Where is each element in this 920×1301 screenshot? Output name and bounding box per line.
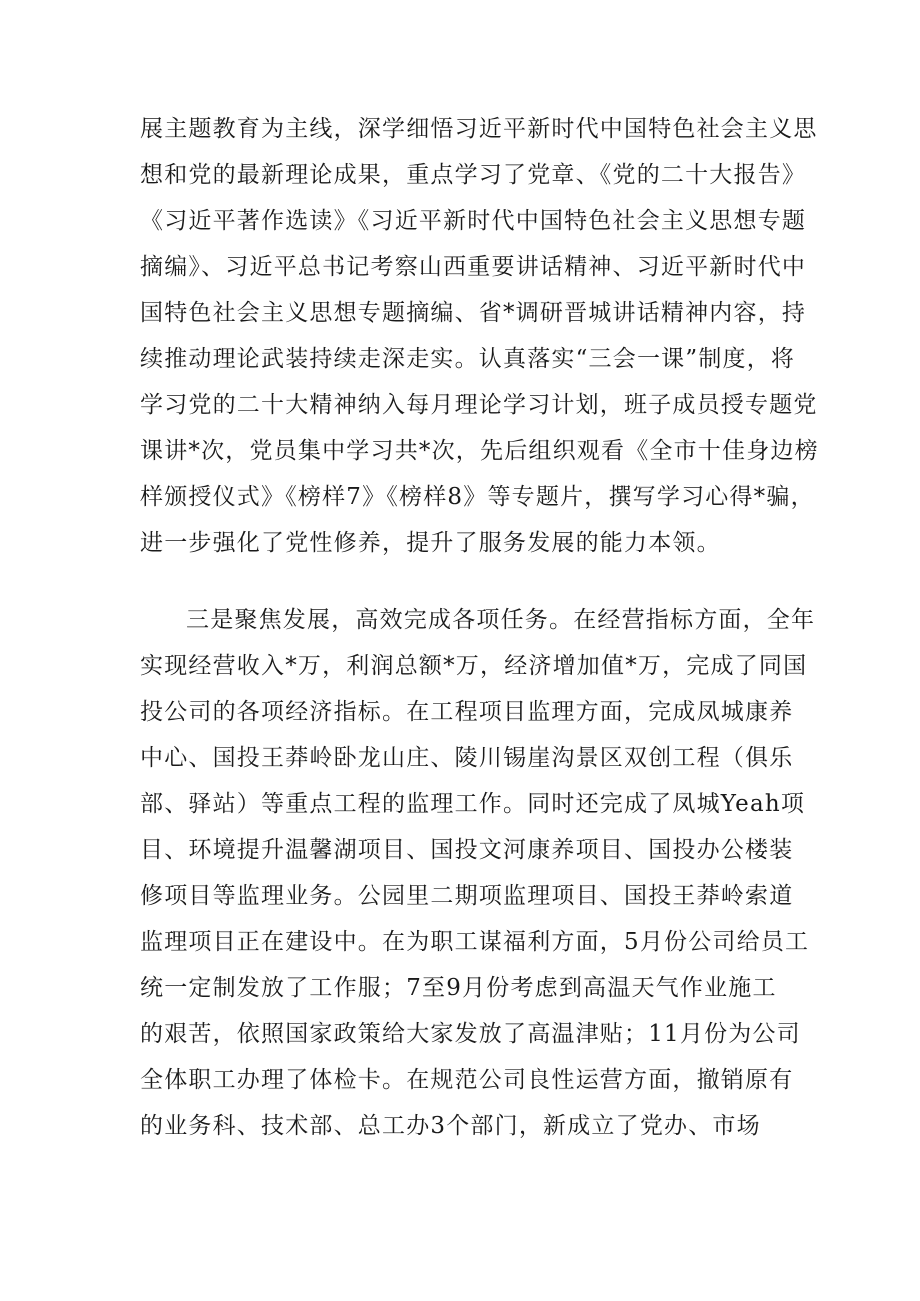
text-line: 的艰苦，依照国家政策给大家发放了高温津贴；11月份为公司 — [140, 1021, 801, 1047]
text-line: 目、环境提升温馨湖项目、国投文河康养项目、国投办公楼装 — [140, 837, 794, 863]
text-line: 课讲*次，党员集中学习共*次，先后组织观看《全市十佳身边榜 — [140, 438, 819, 464]
text-line: 三是聚焦发展，高效完成各项任务。在经营指标方面，全年 — [186, 607, 816, 633]
text-line: 部、驿站）等重点工程的监理工作。同时还完成了凤城Yeah项 — [140, 791, 806, 817]
text-line: 实现经营收入*万，利润总额*万，经济增加值*万，完成了同国 — [140, 653, 808, 679]
text-line: 的业务科、技术部、总工办3个部门，新成立了党办、市场 — [140, 1113, 761, 1139]
text-line: 全体职工办理了体检卡。在规范公司良性运营方面，撤销原有 — [140, 1067, 794, 1093]
text-line: 《习近平著作选读》《习近平新时代中国特色社会主义思想专题 — [140, 208, 807, 234]
text-line: 投公司的各项经济指标。在工程项目监理方面，完成凤城康养 — [140, 699, 794, 725]
text-line: 想和党的最新理论成果，重点学习了党章、《党的二十大报告》 — [140, 162, 807, 188]
paragraph-theory-study — [140, 106, 819, 566]
paragraph-development-tasks — [140, 597, 816, 1149]
text-line: 监理项目正在建设中。在为职工谋福利方面，5月份公司给员工 — [140, 929, 810, 955]
text-line: 摘编》、习近平总书记考察山西重要讲话精神、习近平新时代中 — [140, 254, 807, 280]
text-line: 中心、国投王莽岭卧龙山庄、陵川锡崖沟景区双创工程（俱乐 — [140, 745, 794, 771]
text-line: 修项目等监理业务。公园里二期项监理项目、国投王莽岭索道 — [140, 883, 794, 909]
text-line: 进一步强化了党性修养，提升了服务发展的能力本领。 — [140, 530, 721, 556]
text-line: 国特色社会主义思想专题摘编、省*调研晋城讲话精神内容，持 — [140, 300, 807, 326]
text-line: 续推动理论武装持续走深走实。认真落实“三会一课”制度，将 — [140, 346, 796, 372]
text-line: 学习党的二十大精神纳入每月理论学习计划，班子成员授专题党 — [140, 392, 818, 418]
text-line: 展主题教育为主线，深学细悟习近平新时代中国特色社会主义思 — [140, 116, 818, 142]
text-line: 统一定制发放了工作服；7至9月份考虑到高温天气作业施工 — [140, 975, 777, 1001]
text-line: 样颁授仪式》《榜样7》《榜样8》等专题片，撰写学习心得*骗， — [140, 484, 815, 510]
